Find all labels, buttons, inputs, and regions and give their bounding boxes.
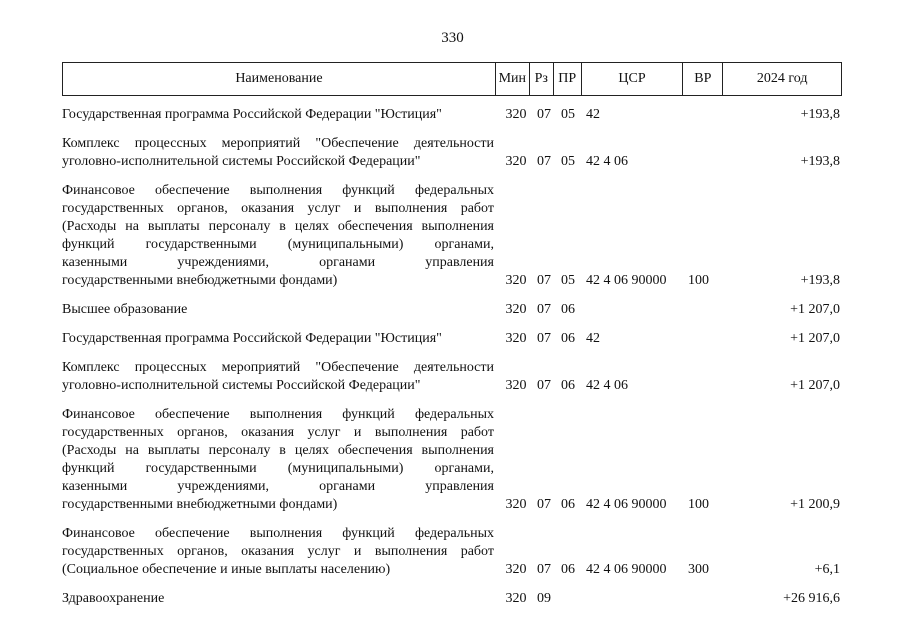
row-name-line: (Расходы на выплаты персоналу в целях обеспечения выполнения [62,443,494,458]
row-pr: 05 [561,273,575,288]
row-vr: 100 [688,497,709,512]
row-name [62,106,496,124]
row-name-line: Высшее образование [62,302,188,317]
row-rz: 07 [537,378,551,393]
row-name-line: казенными учреждениями, органами управления [62,255,494,270]
row-name-line: государственных органов, оказания услуг и выполнения работ [62,544,494,559]
row-rz: 07 [537,273,551,288]
row-csr: 42 4 06 [586,378,628,393]
row-csr: 42 [586,331,600,346]
row-pr: 06 [561,562,575,577]
table-row [62,359,842,395]
row-name-line: Государственная программа Российской Федерации "Юстиция" [62,107,442,122]
row-name-line: Государственная программа Российской Федерации "Юстиция" [62,331,442,346]
row-pr: 05 [561,154,575,169]
row-name-line: функций государственными (муниципальными) органами, [62,461,494,476]
row-sum: +1 207,0 [790,302,840,317]
table-body [62,106,842,608]
row-name-line: государственными внебюджетными фондами) [62,273,338,288]
row-min: 320 [505,302,527,317]
header-rz: Рз [530,63,554,95]
row-sum: +1 200,9 [790,497,840,512]
row-pr: 05 [561,107,575,122]
row-sum: +1 207,0 [790,331,840,346]
row-min: 320 [505,107,527,122]
row-csr: 42 4 06 90000 [586,497,667,512]
row-csr: 42 4 06 90000 [586,562,667,577]
row-name [62,525,496,579]
row-pr: 06 [561,331,575,346]
row-rz: 07 [537,154,551,169]
row-name [62,330,496,348]
row-name-line: (Расходы на выплаты персоналу в целях обеспечения выполнения [62,219,494,234]
row-rz: 07 [537,302,551,317]
row-min: 320 [505,591,527,606]
row-vr: 100 [688,273,709,288]
row-name [62,590,496,608]
row-rz: 09 [537,591,551,606]
row-name-line: государственных органов, оказания услуг и выполнения работ [62,201,494,216]
header-year: 2024 год [756,71,808,86]
row-name-line: Финансовое обеспечение выполнения функций федеральных [62,526,494,541]
header-min: Мин [496,63,530,95]
row-min: 320 [505,497,527,512]
table-row [62,590,842,608]
row-name-line: Комплекс процессных мероприятий "Обеспечение деятельности [62,360,494,375]
row-name-line: уголовно-исполнительной системы Российской Федерации" [62,378,421,393]
row-rz: 07 [537,107,551,122]
header-vr: ВР [683,63,723,95]
table-row [62,330,842,348]
row-min: 320 [505,154,527,169]
budget-table [62,62,842,619]
row-pr: 06 [561,497,575,512]
row-name-line: казенными учреждениями, органами управления [62,479,494,494]
row-rz: 07 [537,497,551,512]
table-row [62,135,842,171]
table-row [62,525,842,579]
page-number: 330 [441,30,464,46]
row-min: 320 [505,378,527,393]
row-name-line: (Социальное обеспечение и иные выплаты населению) [62,562,391,577]
row-name [62,135,496,171]
table-header [62,62,842,96]
row-sum: +1 207,0 [790,378,840,393]
row-csr: 42 4 06 [586,154,628,169]
row-sum: +26 916,6 [783,591,840,606]
row-name-line: Финансовое обеспечение выполнения функций федеральных [62,407,494,422]
table-row [62,182,842,290]
row-sum: +193,8 [800,273,840,288]
row-name-line: Финансовое обеспечение выполнения функций федеральных [62,183,494,198]
row-name-line: Здравоохранение [62,591,165,606]
table-row [62,301,842,319]
row-vr: 300 [688,562,709,577]
header-csr: ЦСР [582,63,684,95]
header-name: Наименование [63,63,496,95]
row-pr: 06 [561,378,575,393]
row-name-line: государственными внебюджетными фондами) [62,497,338,512]
row-csr: 42 4 06 90000 [586,273,667,288]
row-pr: 06 [561,302,575,317]
row-name-line: функций государственными (муниципальными) органами, [62,237,494,252]
row-name [62,406,496,514]
row-name-line: уголовно-исполнительной системы Российской Федерации" [62,154,421,169]
row-sum: +193,8 [800,154,840,169]
row-name [62,359,496,395]
row-name [62,182,496,290]
row-min: 320 [505,562,527,577]
row-name [62,301,496,319]
row-sum: +6,1 [814,562,840,577]
row-name-line: государственных органов, оказания услуг и выполнения работ [62,425,494,440]
row-sum: +193,8 [800,107,840,122]
header-pr: ПР [554,63,582,95]
row-rz: 07 [537,331,551,346]
row-rz: 07 [537,562,551,577]
row-name-line: Комплекс процессных мероприятий "Обеспечение деятельности [62,136,494,151]
table-row [62,106,842,124]
row-min: 320 [505,273,527,288]
row-min: 320 [505,331,527,346]
row-csr: 42 [586,107,600,122]
table-row [62,406,842,514]
